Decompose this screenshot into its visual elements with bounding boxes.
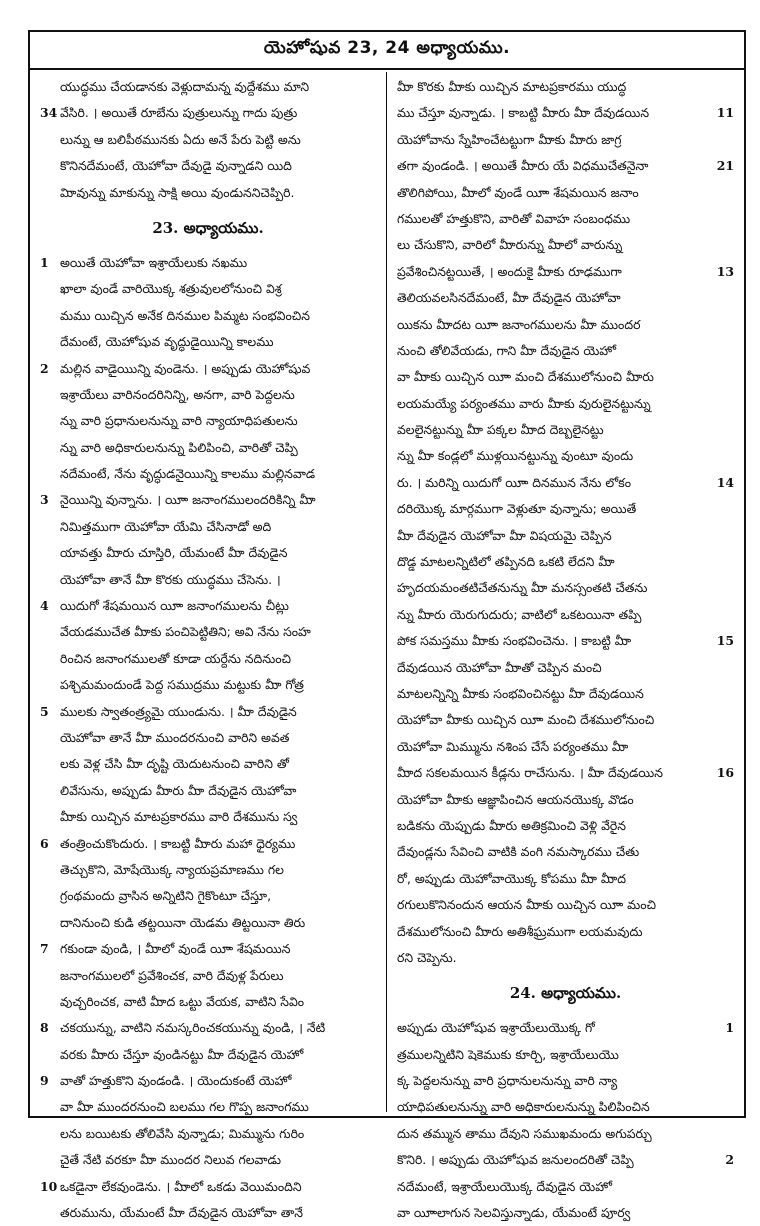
verse-line bbox=[397, 417, 734, 443]
verse-line bbox=[40, 1147, 376, 1173]
line-text: గములతో హత్తుకొని, వారితో వివాహ సంబంధము bbox=[397, 210, 631, 226]
verse-line bbox=[397, 1200, 734, 1226]
verse-line bbox=[40, 1042, 376, 1068]
verse-line bbox=[40, 250, 376, 276]
verse-line bbox=[397, 1147, 734, 1173]
verse-line bbox=[397, 206, 734, 232]
line-text: కొనిరి. । అప్పుడు యెహోషువ జనులందరితో చెప్పి bbox=[397, 1152, 634, 1168]
verse-number: 2 bbox=[723, 1147, 734, 1173]
line-text: ప్రవేశించినట్టయితే, । అందుకై మీాకు రూఢముగా bbox=[397, 263, 622, 279]
verse-line bbox=[40, 883, 376, 909]
line-text: గ్రంథమందు వ్రాసిన అన్నిటిని గైకొంటూ చేస్తూ, bbox=[60, 888, 272, 904]
line-text: దేవుడయిన యెహోవా మీాతో చెప్పిన మంచి bbox=[397, 659, 602, 675]
line-text: యికను మీాదట యీా జనాంగములను మీా ముందర bbox=[397, 316, 641, 332]
verse-line bbox=[40, 408, 376, 434]
verse-number: 4 bbox=[40, 598, 49, 614]
line-text: మీా దేవుడైన యెహోవా మీా విషయమై చెప్పిన bbox=[397, 527, 612, 543]
line-text: లివేసును, అప్పుడు మీారు మీా దేవుడైన యెహోవా bbox=[60, 782, 297, 798]
verse-number: 10 bbox=[40, 1178, 58, 1194]
line-text: ఇశ్రాయేలు వారినందరినిన్ని, అనగా, వారి పెద్దలను bbox=[60, 386, 295, 402]
line-text: మీాద సకలమయిన కీడ్లను రాచేసును. । మీా దేవుడయిన bbox=[397, 765, 663, 781]
verse-number: 16 bbox=[715, 760, 734, 786]
line-text: యుద్ధము చేయడానకు వెళ్లుదామన్న వుద్దేశము మాని bbox=[60, 79, 310, 94]
line-text: అప్పుడు యెహోషువ ఇశ్రాయేలుయొక్క గో bbox=[397, 1020, 595, 1036]
line-text: గకుండా వుండి, । మీాలో వుండే యీా శేషమయిన bbox=[60, 941, 291, 957]
line-text: యెహోవా మీాకు యిచ్చిన యీా మంచి దేశములోనుంచి bbox=[397, 712, 655, 728]
line-text: రని చెప్పెను. bbox=[397, 949, 457, 965]
verse-line bbox=[397, 100, 734, 126]
line-text: దరియొక్క మార్గముగా వెళ్లుతూ వున్నాను; అయితే bbox=[397, 501, 637, 517]
verse-line bbox=[40, 646, 376, 672]
verse-line bbox=[40, 276, 376, 302]
verse-number: 1 bbox=[40, 254, 49, 270]
verse-line bbox=[397, 259, 734, 285]
verse-line bbox=[40, 514, 376, 540]
verse-line bbox=[397, 74, 734, 100]
verse-number: 11 bbox=[715, 100, 734, 126]
line-text: రు. । మరిన్ని యిదుగో యీా దినమున నేను లోకం bbox=[397, 474, 631, 490]
line-text: వాతో హత్తుకొని వుండండి. । యెందుకంటే యెహో bbox=[60, 1073, 292, 1089]
page-header bbox=[30, 32, 744, 70]
verse-line bbox=[397, 707, 734, 733]
line-text: యిదుగో శేషమయిన యీా జనాంగములను చీట్లు bbox=[60, 598, 289, 614]
verse-line bbox=[40, 567, 376, 593]
verse-line bbox=[397, 364, 734, 390]
verse-line bbox=[40, 672, 376, 698]
verse-line bbox=[40, 857, 376, 883]
verse-line bbox=[397, 312, 734, 338]
two-column-body bbox=[30, 72, 744, 1221]
verse-line bbox=[397, 628, 734, 654]
verse-line bbox=[397, 1174, 734, 1200]
verse-line bbox=[397, 285, 734, 311]
line-text: లకు వెళ్ల చేసి మీా దృష్టి యెదుటనుంచి వారిని తో bbox=[60, 756, 289, 772]
verse-line bbox=[40, 382, 376, 408]
verse-line bbox=[397, 549, 734, 575]
verse-number: 9 bbox=[40, 1073, 49, 1089]
page-title: యెహోషువ 23, 24 అధ్యాయము. bbox=[263, 38, 511, 58]
verse-number: 21 bbox=[715, 153, 734, 179]
line-text: యెహోవా తానే మీా కొరకు యుద్ధము చేసెను. । bbox=[60, 571, 281, 587]
line-text: వుచ్చరించక, వాటి మీాద ఒట్టు వేయక, వాటిని సేవిం bbox=[60, 993, 305, 1009]
line-text: అయితే యెహోవా ఇశ్రాయేలుకు నఖము bbox=[60, 254, 248, 270]
verse-line bbox=[397, 575, 734, 601]
verse-line bbox=[40, 699, 376, 725]
line-text: రగులుకొనినందున ఆయన మీాకు యిచ్చిన యీా మంచి bbox=[397, 897, 657, 913]
line-text: న్ను వారి అధికారులనున్ను పిలిపించి, వారితో చెప్పి bbox=[60, 439, 298, 455]
line-text: రించిన జనాంగములతో కూడా యర్దేను నదినుంచి bbox=[60, 650, 292, 666]
verse-line bbox=[40, 963, 376, 989]
verse-number: 34 bbox=[40, 105, 58, 121]
verse-line bbox=[40, 127, 376, 153]
verse-number: 7 bbox=[40, 941, 49, 957]
line-text: పశ్చిమమందుండే పెద్ద సముద్రము మట్టుకు మీా గోత్ర bbox=[60, 677, 304, 693]
verse-line bbox=[397, 496, 734, 522]
verse-line bbox=[40, 435, 376, 461]
verse-line bbox=[397, 1015, 734, 1041]
line-text: లు చేసుకొని, వారిలో మీారున్ను మీాలో వారున్ను bbox=[397, 237, 623, 253]
line-text: దేశములోనుంచి మీారు అతిశీఘ్రముగా లయమవుదు bbox=[397, 923, 643, 939]
verse-line bbox=[397, 338, 734, 364]
verse-number: 5 bbox=[40, 703, 49, 719]
line-text: యెహోవా మీాకు ఆజ్ఞాపించిన ఆయనయొక్క వొడం bbox=[397, 791, 634, 807]
verse-line bbox=[40, 1094, 376, 1120]
line-text: దానినుంచి కుడి తట్టయినా యెడమ తిట్టయినా తిరు bbox=[60, 914, 306, 930]
verse-number: 14 bbox=[715, 470, 734, 496]
line-text: ము చేస్తూ వున్నాడు. । కాబట్టి మీారు మీా దేవుడయిన bbox=[397, 105, 650, 121]
verse-line bbox=[40, 1200, 376, 1226]
line-text: రో, అప్పుడు యెహోవాయొక్క కోపము మీా మీాద bbox=[397, 870, 627, 886]
verse-line bbox=[40, 74, 376, 100]
verse-line bbox=[397, 180, 734, 206]
line-text: నదేమంటే, నేను వృద్ధుడనైయిున్ని కాలము మల్లినవాడ bbox=[60, 466, 316, 482]
line-text: నదేమంటే, ఇశ్రాయేలుయొక్క దేవుడైన యెహో bbox=[397, 1178, 613, 1194]
line-text: యెహోవా తానే మీా ముందరనుంచి వారిని అవత bbox=[60, 729, 290, 745]
verse-line bbox=[397, 1094, 734, 1120]
line-text: కొనినదేమంటే, యెహోవా దేవుడై వున్నాడని యిది bbox=[60, 158, 292, 174]
line-text: వా మీాకు యిచ్చిన యీా మంచి దేశములోనుంచి మీారు bbox=[397, 369, 654, 385]
line-text: వేసిరి. । అయితే రూబేను పుత్రులున్ను గాదు పుత్రు bbox=[60, 105, 298, 121]
line-text: లను బయిటకు తోలివేసి వున్నాడు; మిమ్మును గురిం bbox=[60, 1125, 305, 1141]
verse-line bbox=[397, 443, 734, 469]
verse-line bbox=[397, 127, 734, 153]
verse-line bbox=[40, 910, 376, 936]
verse-number: 8 bbox=[40, 1020, 49, 1036]
verse-line bbox=[40, 619, 376, 645]
verse-line bbox=[397, 839, 734, 865]
verse-line bbox=[397, 523, 734, 549]
verse-line bbox=[40, 153, 376, 179]
verse-line bbox=[397, 866, 734, 892]
verse-line bbox=[40, 989, 376, 1015]
line-text: దేమంటే, యెహోషువ వృద్ధుడైయిున్ని కాలము bbox=[60, 334, 274, 350]
verse-line bbox=[397, 734, 734, 760]
line-text: న్ను మీా కండ్లలో ముళ్లయినట్టున్ను వుంటూ వుందు bbox=[397, 448, 634, 464]
verse-line bbox=[40, 804, 376, 830]
verse-line bbox=[40, 1174, 376, 1200]
verse-line bbox=[40, 1068, 376, 1094]
line-text: యావత్తు మీారు చూస్తిరి, యేమంటే మీా దేవుడైన bbox=[60, 545, 288, 561]
verse-line bbox=[40, 1121, 376, 1147]
verse-line bbox=[397, 681, 734, 707]
line-text: తంత్రించుకొందురు. । కాబట్టి మీారు మహా ధైర్యము bbox=[60, 835, 296, 851]
line-text: తరుమును, యేమంటే మీా దేవుడైన యెహోవా తానే bbox=[60, 1205, 303, 1221]
verse-number: 6 bbox=[40, 835, 49, 851]
verse-number: 13 bbox=[715, 259, 734, 285]
line-text: దున తమ్మున తాము దేవుని సముఖమందు అగుపర్చు bbox=[397, 1125, 652, 1141]
line-text: నుంచి తోలివేయడు, గాని మీా దేవుడైన యెహో bbox=[397, 342, 617, 358]
verse-line bbox=[397, 1042, 734, 1068]
line-text: లయమయ్యే పర్యంతము వారు మీాకు వురులైనట్టున్ను bbox=[397, 395, 651, 411]
verse-line bbox=[40, 487, 376, 513]
line-text: బడికను యెప్పుడు మీారు అతిక్రమించి వెళ్లి వేరైన bbox=[397, 817, 626, 833]
verse-line bbox=[397, 232, 734, 258]
verse-line bbox=[397, 1121, 734, 1147]
verse-line bbox=[40, 303, 376, 329]
line-text: ఒకడైనా లేకవుండెను. । మీాలో ఒకడు వెయిమందిని bbox=[60, 1178, 302, 1194]
line-text: న్ను మీారు యెరుగుదురు; వాటిలో ఒకటయినా తప్పి bbox=[397, 606, 642, 622]
verse-line bbox=[397, 787, 734, 813]
verse-line bbox=[40, 725, 376, 751]
line-text: ములకు స్వాతంత్ర్యమై యుండును. । మీా దేవుడైన bbox=[60, 703, 297, 719]
line-text: మీాకు యిచ్చిన మాటప్రకారము వారి దేశమును స్వ bbox=[60, 809, 298, 825]
line-text: చకయున్ను, వాటిని నమస్కరించకయున్ను వుండి, । నేటి bbox=[60, 1020, 326, 1036]
verse-line bbox=[40, 1015, 376, 1041]
verse-number: 15 bbox=[715, 628, 734, 654]
verse-line bbox=[397, 1068, 734, 1094]
line-text: తెచ్చుకొని, మోషేయొక్క న్యాయప్రమాణము గల bbox=[60, 861, 284, 877]
line-text: తగా వుండండి. । అయితే మీారు యే విధముచేతనైనా bbox=[397, 158, 649, 174]
right-column bbox=[387, 72, 744, 1221]
bible-page bbox=[28, 30, 746, 1221]
line-text: మీా కొరకు మీాకు యిచ్చిన మాటప్రకారము యుద్ధ bbox=[397, 79, 627, 94]
line-text: మము యిచ్చిన అనేక దినముల పిమ్మట సంభవించిన bbox=[60, 307, 310, 323]
line-text: చైతే నేటి వరకూ మీా ముందర నిలువ గలవాడు bbox=[60, 1152, 281, 1168]
line-text: వేయడముచేత మీాకు పంచిపెట్టితిని; అవి నేను సంహ bbox=[60, 624, 311, 640]
line-text: తొలిగిపోయి, మీాలో వుండే యీా శేషమయిన జనాం bbox=[397, 184, 639, 200]
verse-line bbox=[40, 180, 376, 206]
verse-line bbox=[40, 461, 376, 487]
verse-line bbox=[397, 153, 734, 179]
verse-line bbox=[40, 329, 376, 355]
verse-line bbox=[40, 356, 376, 382]
line-text: మల్లిన వాడైయిున్ని వుండెను. । అప్పుడు యెహోషువ bbox=[60, 360, 311, 376]
verse-line bbox=[40, 831, 376, 857]
line-text: దొడ్డ మాటలన్నిటిలో తప్పినది ఒకటి లేదని మీా bbox=[397, 554, 615, 570]
line-text: వరకు మీారు చేస్తూ వుండినట్టు మీా దేవుడైన యెహో bbox=[60, 1046, 304, 1062]
verse-line bbox=[40, 778, 376, 804]
line-text: నైయిున్ని వున్నాను. । యీా జనాంగములందరికిన్ని మీా bbox=[60, 492, 316, 508]
line-text: త్రములన్నిటిని షెకెముకు కూర్చి, ఇశ్రాయేలుయొ bbox=[397, 1046, 619, 1062]
verse-line bbox=[397, 655, 734, 681]
line-text: జనాంగములలో ప్రవేశించక, వారి దేవుళ్ల పేరులు bbox=[60, 967, 284, 983]
line-text: నిమిత్తముగా యెహోవా యేమి చేసినాడో అది bbox=[60, 518, 272, 534]
chapter-heading: 23. అధ్యాయము. bbox=[152, 218, 264, 237]
verse-line bbox=[397, 892, 734, 918]
verse-line bbox=[40, 936, 376, 962]
verse-line bbox=[397, 813, 734, 839]
verse-line bbox=[40, 540, 376, 566]
verse-line bbox=[397, 760, 734, 786]
verse-line bbox=[397, 919, 734, 945]
line-text: వా మీా ముందరనుంచి బలము గల గొప్ప జనాంగము bbox=[60, 1099, 309, 1115]
line-text: న్ను వారి ప్రధానులనున్ను వారి న్యాయాధిపతులను bbox=[60, 413, 298, 429]
verse-number: 2 bbox=[40, 360, 49, 376]
verse-line bbox=[40, 593, 376, 619]
line-text: హృదయమంతటిచేతనున్ను మీా మనస్సంతటి చేతను bbox=[397, 580, 648, 596]
chapter-heading: 24. అధ్యాయము. bbox=[509, 984, 622, 1003]
verse-line bbox=[397, 602, 734, 628]
verse-line bbox=[397, 391, 734, 417]
line-text: ఖాలా వుండే వారియొక్క శత్రువులలోనుంచి విశ్ర bbox=[60, 281, 282, 297]
line-text: యెహోవా మిమ్మును నశింప చేసే పర్యంతము మీా bbox=[397, 738, 629, 754]
verse-line bbox=[40, 751, 376, 777]
verse-line bbox=[397, 470, 734, 496]
line-text: మాటలన్నిన్ని మీాకు సంభవించినట్టు మీా దేవుడయిన bbox=[397, 685, 644, 701]
verse-line bbox=[397, 945, 734, 971]
line-text: పోక సమస్తము మీాకు సంభవించెను. । కాబట్టి మీా bbox=[397, 633, 632, 649]
line-text: యెహోవాను స్నేహించేటట్టుగా మీాకు మీారు జాగ్ర bbox=[397, 131, 622, 147]
verse-line bbox=[40, 100, 376, 126]
verse-number: 1 bbox=[723, 1015, 734, 1041]
line-text: వా యీాలాగున సెలవిస్తున్నాడు, యేమంటే పూర్వ bbox=[397, 1205, 631, 1221]
line-text: తెలియవలసినదేమంటే, మీా దేవుడైన యెహోవా bbox=[397, 290, 621, 306]
line-text: మిావున్ను మాకున్ను సాక్షి అయి వుండుననిచెప్పిరి. bbox=[60, 184, 295, 200]
line-text: దేవుండ్లను సేవించి వాటికి వంగి నమస్కారము చేతు bbox=[397, 844, 640, 860]
line-text: యాధిపతులనున్ను వారి అధికారులనున్ను పిలిపించిన bbox=[397, 1099, 650, 1115]
line-text: క్క పెద్దలనున్ను వారి ప్రధానులనున్ను వారి న్యా bbox=[397, 1073, 618, 1089]
verse-number: 3 bbox=[40, 492, 49, 508]
line-text: వలలైనట్టున్ను మీా పక్కల మీాద దెబ్బలైనట్టు bbox=[397, 422, 604, 438]
left-column bbox=[30, 72, 387, 1221]
line-text: లున్ను ఆ బలిపీఠమునకు ఏదు అనే పేరు పెట్టి అను bbox=[60, 131, 301, 147]
